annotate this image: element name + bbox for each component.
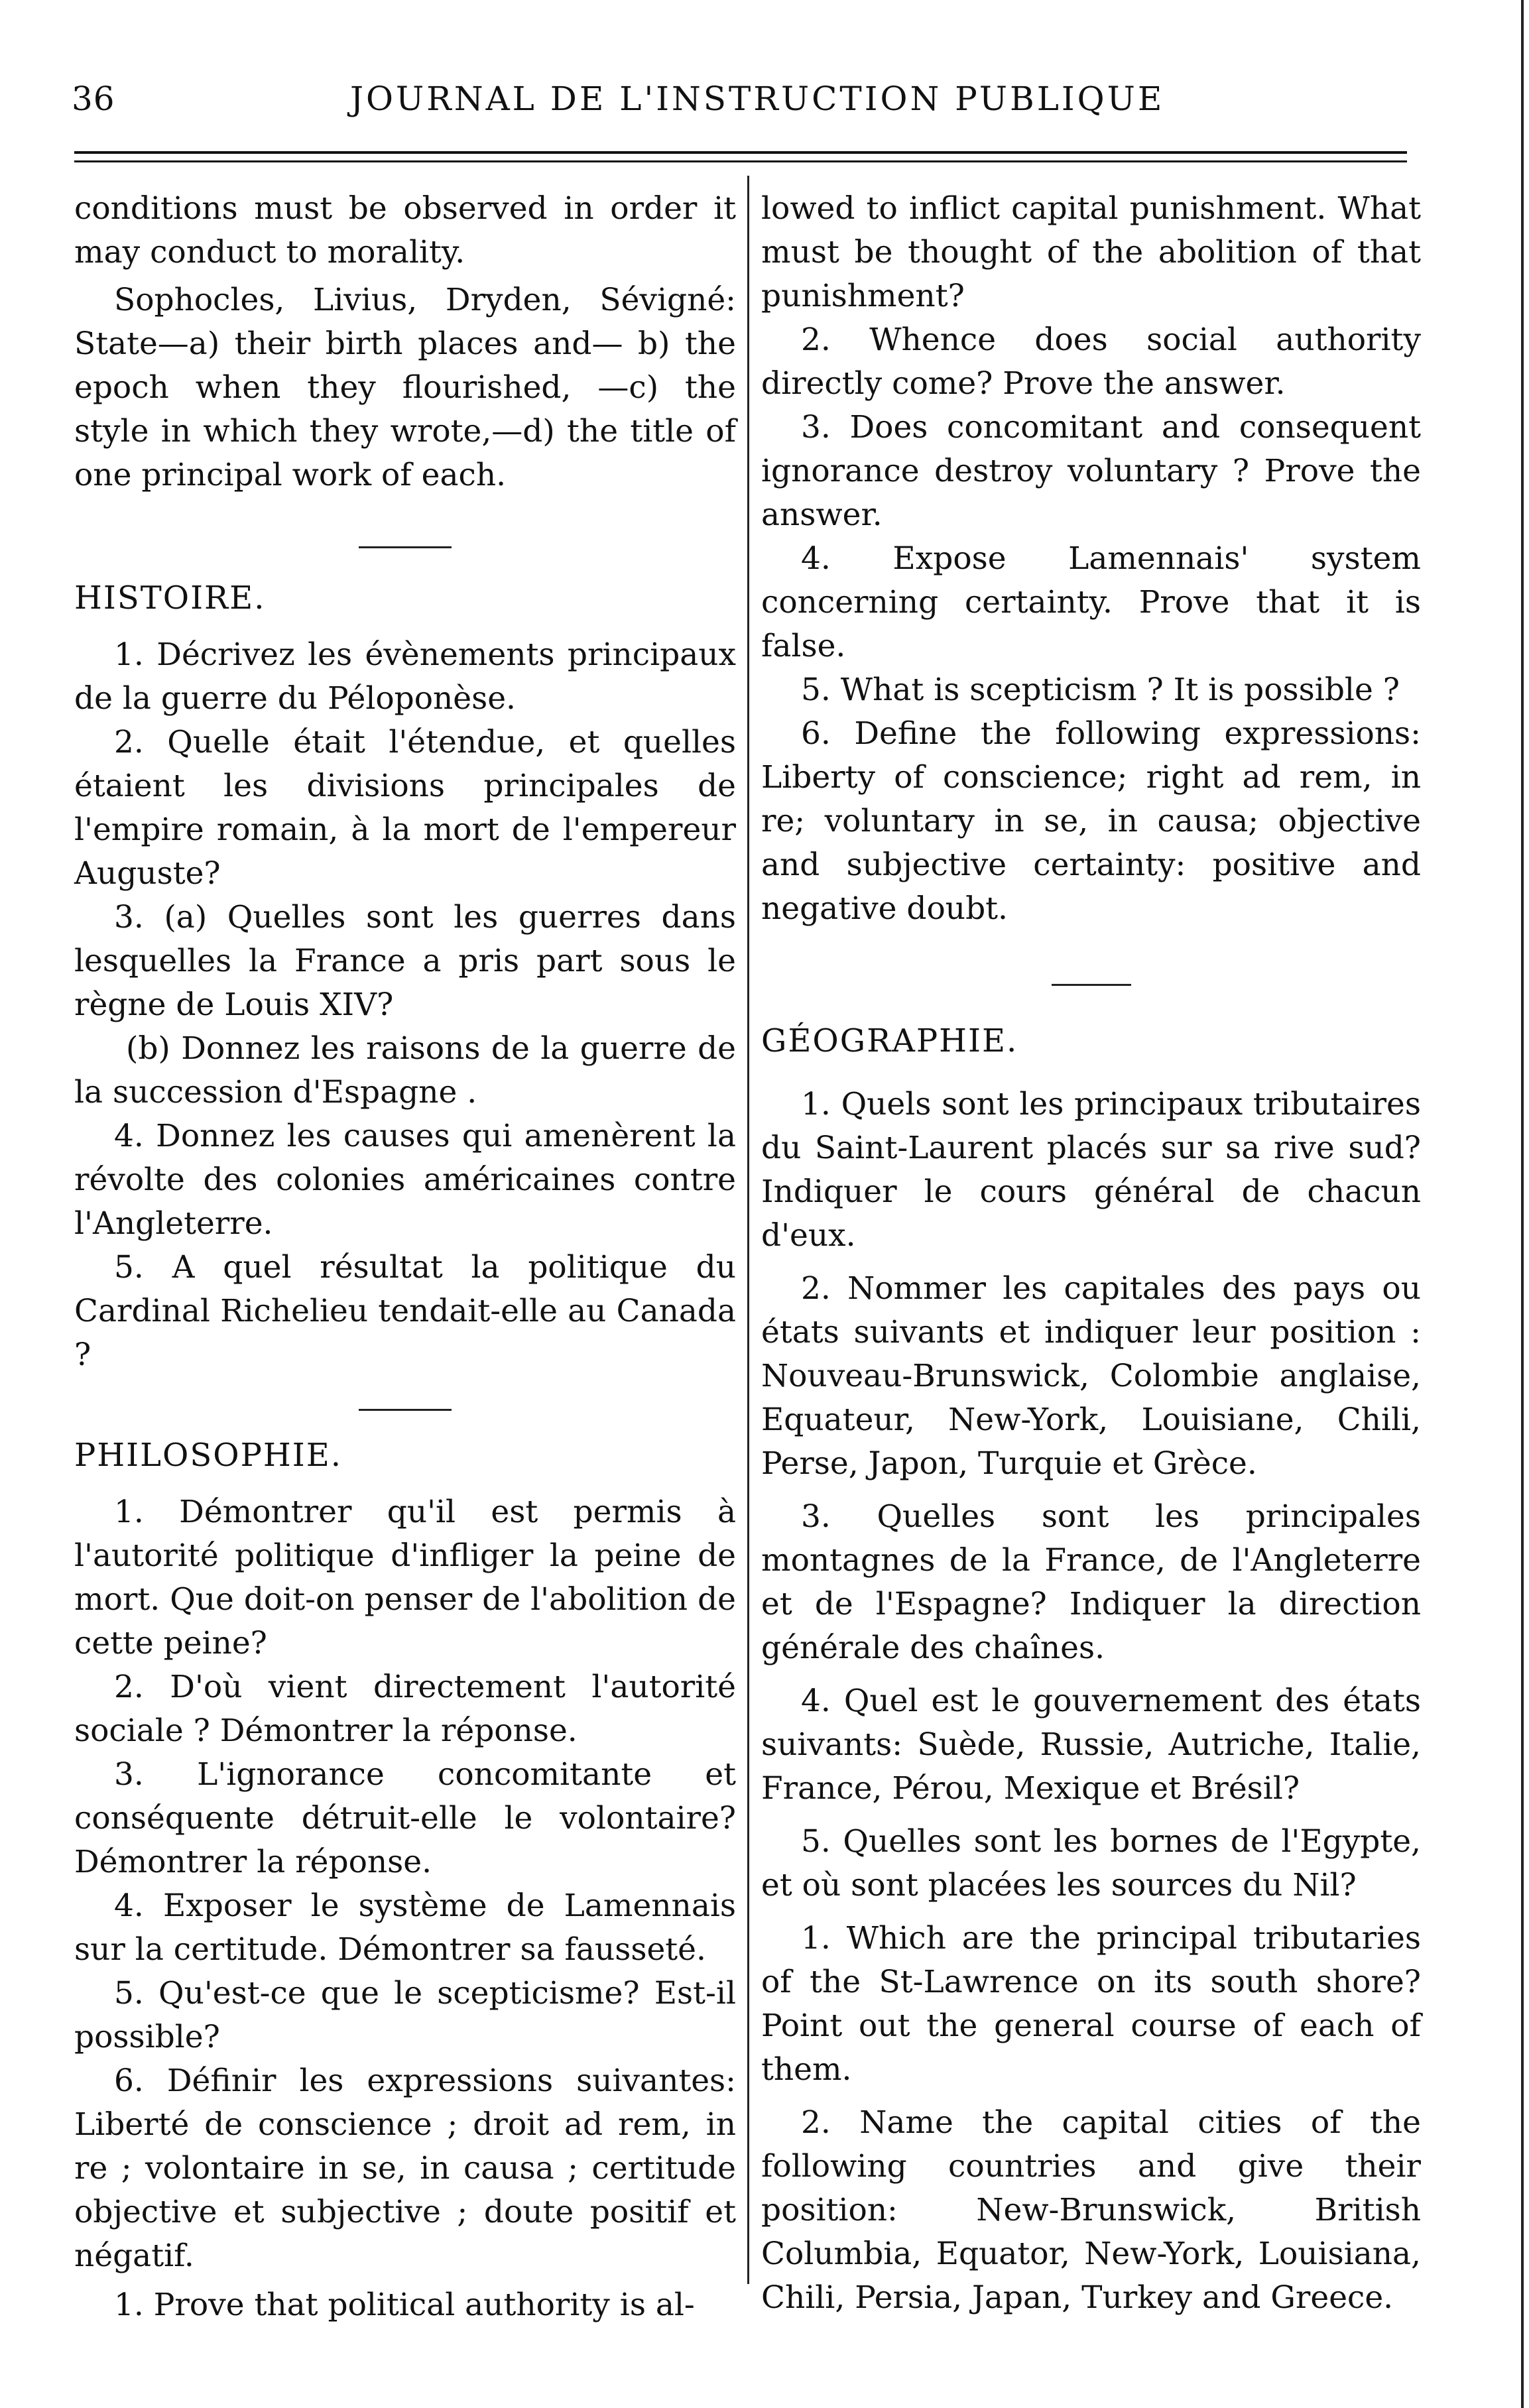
- right-column: [761, 187, 1421, 2320]
- left-column: [74, 187, 736, 2327]
- question: 3. (a) Quelles sont les guerres dans lesquelles la France a pris part sous le règne de Louis XIV?: [74, 899, 736, 1023]
- question: 3. Quelles sont les principales montagnes de la France, de l'Angleterre et de l'Espagne? Indiquer la direction générale des chaînes.: [761, 1498, 1421, 1666]
- question: 2. Whence does social authority directly come? Prove the answer.: [761, 322, 1421, 402]
- header-rule-double: [74, 160, 1407, 162]
- page-header: [72, 80, 1404, 133]
- header-rule: [74, 151, 1407, 154]
- question: 1. Décrivez les évènements principaux de la guerre du Péloponèse.: [74, 636, 736, 717]
- question: 2. D'où vient directement l'autorité sociale ? Démontrer la réponse.: [74, 1669, 736, 1749]
- page-edge: [1521, 0, 1524, 2408]
- question: 5. A quel résultat la politique du Cardinal Richelieu tendait-elle au Canada ?: [74, 1249, 736, 1373]
- question: 3. Does concomitant and consequent ignorance destroy voluntary ? Prove the answer.: [761, 409, 1421, 533]
- section-heading-histoire: HISTOIRE.: [74, 579, 266, 617]
- question: 6. Define the following expressions: Liberty of conscience; right ad rem, in re; voluntary in se, in causa; objective and subjective certainty: positive and negative doubt.: [761, 715, 1421, 927]
- question: 5. Qu'est-ce que le scepticisme? Est-il possible?: [74, 1975, 736, 2055]
- question: (b) Donnez les raisons de la guerre de la succession d'Espagne .: [74, 1030, 736, 1111]
- section-heading-geographie: GÉOGRAPHIE.: [761, 1022, 1018, 1059]
- question: 5. What is scepticism ? It is possible ?: [801, 672, 1400, 708]
- paragraph: lowed to inflict capital punishment. What must be thought of the abolition of that punishment?: [761, 190, 1421, 314]
- question: 1. Prove that political authority is al-: [114, 2287, 695, 2323]
- question: 2. Quelle était l'étendue, et quelles étaient les divisions principales de l'empire romain, à la mort de l'empereur Auguste?: [74, 724, 736, 892]
- column-divider: [747, 176, 749, 2284]
- question: 1. Quels sont les principaux tributaires du Saint-Laurent placés sur sa rive sud? Indiquer le cours général de chacun d'eux.: [761, 1086, 1421, 1254]
- page-number: 36: [72, 80, 115, 118]
- question: 4. Donnez les causes qui amenèrent la révolte des colonies américaines contre l'Angleterre.: [74, 1118, 736, 1242]
- question: 4. Quel est le gouvernement des états suivants: Suède, Russie, Autriche, Italie, France, Pérou, Mexique et Brésil?: [761, 1683, 1421, 1807]
- running-title: JOURNAL DE L'INSTRUCTION PUBLIQUE: [350, 80, 1165, 118]
- section-heading-philosophie: PHILOSOPHIE.: [74, 1437, 342, 1474]
- question: 4. Exposer le système de Lamennais sur la certitude. Démontrer sa fausseté.: [74, 1888, 736, 1968]
- question: 1. Démontrer qu'il est permis à l'autorité politique d'infliger la peine de mort. Que doit-on penser de l'abolition de cette peine?: [74, 1494, 736, 1661]
- paragraph: conditions must be observed in order it may conduct to morality.: [74, 190, 736, 271]
- question: 4. Expose Lamennais' system concerning certainty. Prove that it is false.: [761, 540, 1421, 664]
- question: 5. Quelles sont les bornes de l'Egypte, et où sont placées les sources du Nil?: [761, 1823, 1421, 1903]
- question: 2. Name the capital cities of the following countries and give their position: New-Brunswick, British Columbia, Equator, New-York, Louisiana, Chili, Persia, Japan, Turkey and Greece.: [761, 2104, 1421, 2316]
- question: 1. Which are the principal tributaries of the St-Lawrence on its south shore? Point out the general course of each of them.: [761, 1920, 1421, 2088]
- question: 2. Nommer les capitales des pays ou états suivants et indiquer leur position : Nouveau-Brunswick, Colombie anglaise, Equateur, New-York, Louisiane, Chili, Perse, Japon, Turquie et Grèce.: [761, 1270, 1421, 1482]
- question: 6. Définir les expressions suivantes: Liberté de conscience ; droit ad rem, in re ; volontaire in se, in causa ; certitude objective et subjective ; doute positif et négatif.: [74, 2063, 736, 2274]
- paragraph: Sophocles, Livius, Dryden, Sévigné: State—a) their birth places and— b) the epoch when they flourished, —c) the style in which they wrote,—d) the title of one principal work of each.: [74, 282, 736, 493]
- question: 3. L'ignorance concomitante et conséquente détruit-elle le volontaire? Démontrer la réponse.: [74, 1756, 736, 1880]
